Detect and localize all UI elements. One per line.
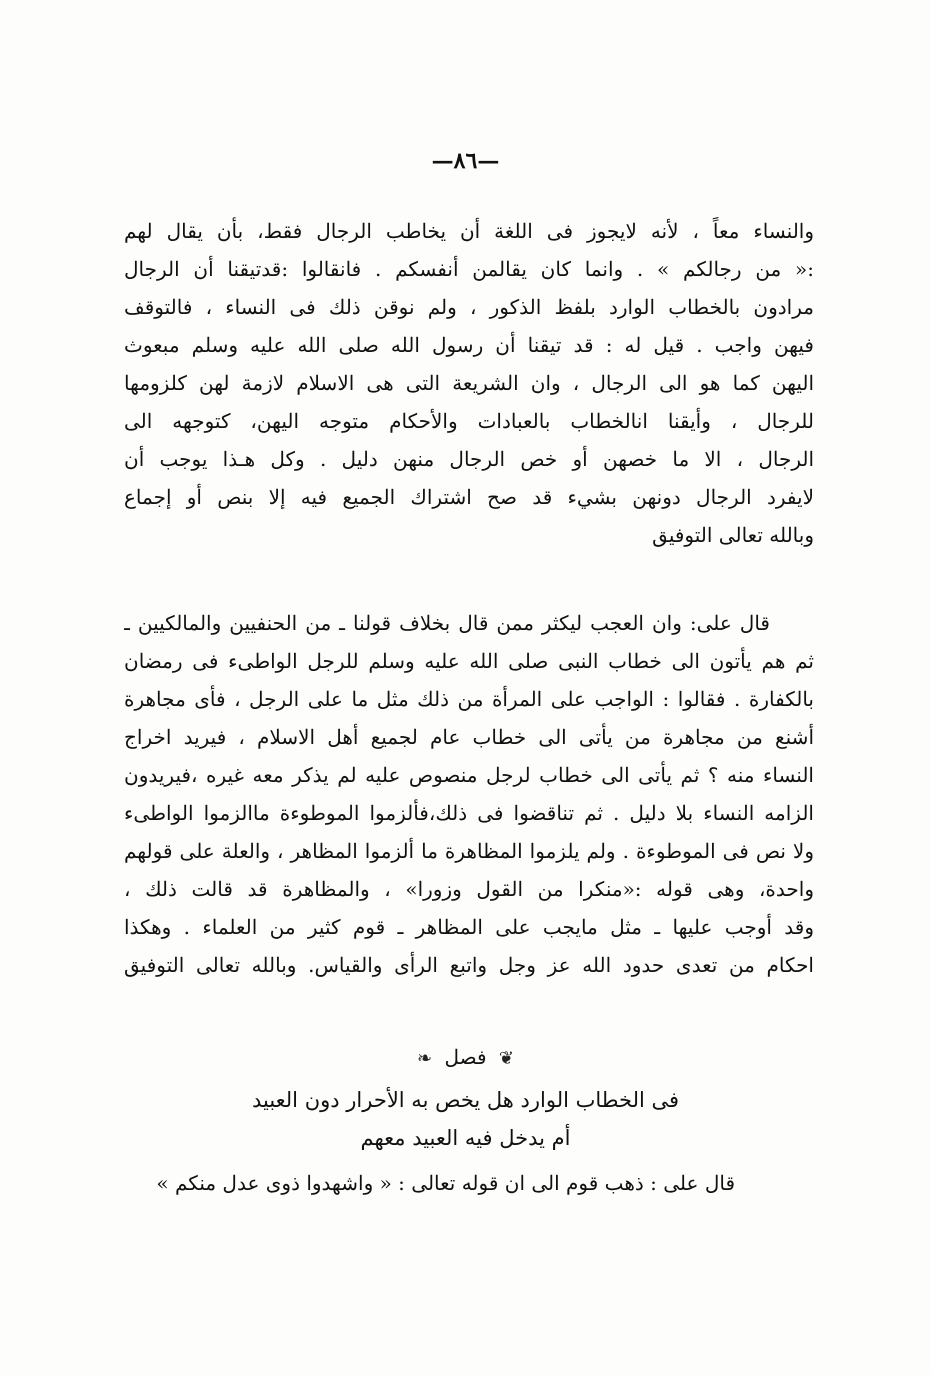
page-number: —٨٦—: [431, 148, 500, 174]
text-line: احكام من تعدى حدود الله عز وجل واتبع الرأى والقياس. وبالله تعالى التوفيق: [124, 953, 814, 977]
text-line: مرادون بالخطاب الوارد بلفظ الذكور ، ولم نوقن ذلك فى النساء ، فالتوقف: [124, 295, 814, 319]
text-line: ثم هم يأتون الى خطاب النبى صلى الله عليه وسلم للرجل الواطىء فى رمضان: [124, 649, 814, 673]
final-text-line: قال على : ذهب قوم الى ان قوله تعالى : « واشهدوا ذوى عدل منكم »: [156, 1171, 735, 1195]
text-line: النساء منه ؟ ثم يأتى الى خطاب لرجل منصوص عليه لم يذكر معه غيره ،فيريدون: [124, 763, 814, 787]
ornament-icon: ❦: [498, 1048, 514, 1069]
text-line: وبالله تعالى التوفيق: [652, 523, 814, 547]
text-line: قال على: وان العجب ليكثر ممن قال بخلاف قولنا ـ من الحنفيين والمالكيين ـ: [124, 611, 770, 635]
chapter-heading-line-1: فى الخطاب الوارد هل يخص به الأحرار دون العبيد: [251, 1088, 680, 1112]
text-line: والنساء معاً ، لأنه لايجوز فى اللغة أن يخاطب الرجال فقط، بأن يقال لهم: [124, 219, 814, 243]
text-line: :« من رجالكم » . وانما كان يقالمن أنفسكم . فانقالوا :قدتيقنا أن الرجال: [124, 257, 814, 281]
ornament-icon: ❧: [417, 1048, 433, 1069]
text-line: اليهن كما هو الى الرجال ، وان الشريعة التى هى الاسلام لازمة لهن كلزومها: [124, 371, 814, 395]
paragraph-2: [124, 604, 814, 984]
text-line: فيهن واجب . قيل له : قد تيقنا أن رسول الله صلى الله عليه وسلم مبعوث: [124, 333, 814, 357]
text-line: أشنع من مجاهرة من يأتى الى خطاب عام لجميع أهل الاسلام ، فيريد اخراج: [124, 725, 814, 749]
text-line: ولا نص فى الموطوءة . ولم يلزموا المظاهرة ما ألزموا المظاهر ، والعلة على قولهم: [124, 839, 814, 863]
section-title: فصل: [444, 1045, 487, 1069]
paragraph-1: [124, 212, 814, 554]
text-line: لايفرد الرجال دونهن بشيء قد صح اشتراك الجميع فيه إلا بنص أو إجماع: [124, 485, 814, 509]
chapter-heading-line-2: أم يدخل فيه العبيد معهم: [360, 1126, 571, 1150]
section-header: [0, 1040, 931, 1074]
text-line: بالكفارة . فقالوا : الواجب على المرأة من ذلك مثل ما على الرجل ، فأى مجاهرة: [124, 687, 814, 711]
text-line: للرجال ، وأيقنا انالخطاب بالعبادات والأحكام متوجه اليهن، كتوجهه الى: [124, 409, 814, 433]
text-line: الزامه النساء بلا دليل . ثم تناقضوا فى ذلك،فألزموا الموطوءة ماالزموا الواطىء: [124, 801, 814, 825]
text-line: واحدة، وهى قوله :«منكرا من القول وزورا» ، والمظاهرة قد قالت ذلك ،: [124, 877, 814, 901]
text-line: وقد أوجب عليها ـ مثل مايجب على المظاهر ـ قوم كثير من العلماء . وهكذا: [124, 915, 814, 939]
text-line: الرجال ، الا ما خصهن أو خص الرجال منهن دليل . وكل هـذا يوجب أن: [124, 447, 814, 471]
